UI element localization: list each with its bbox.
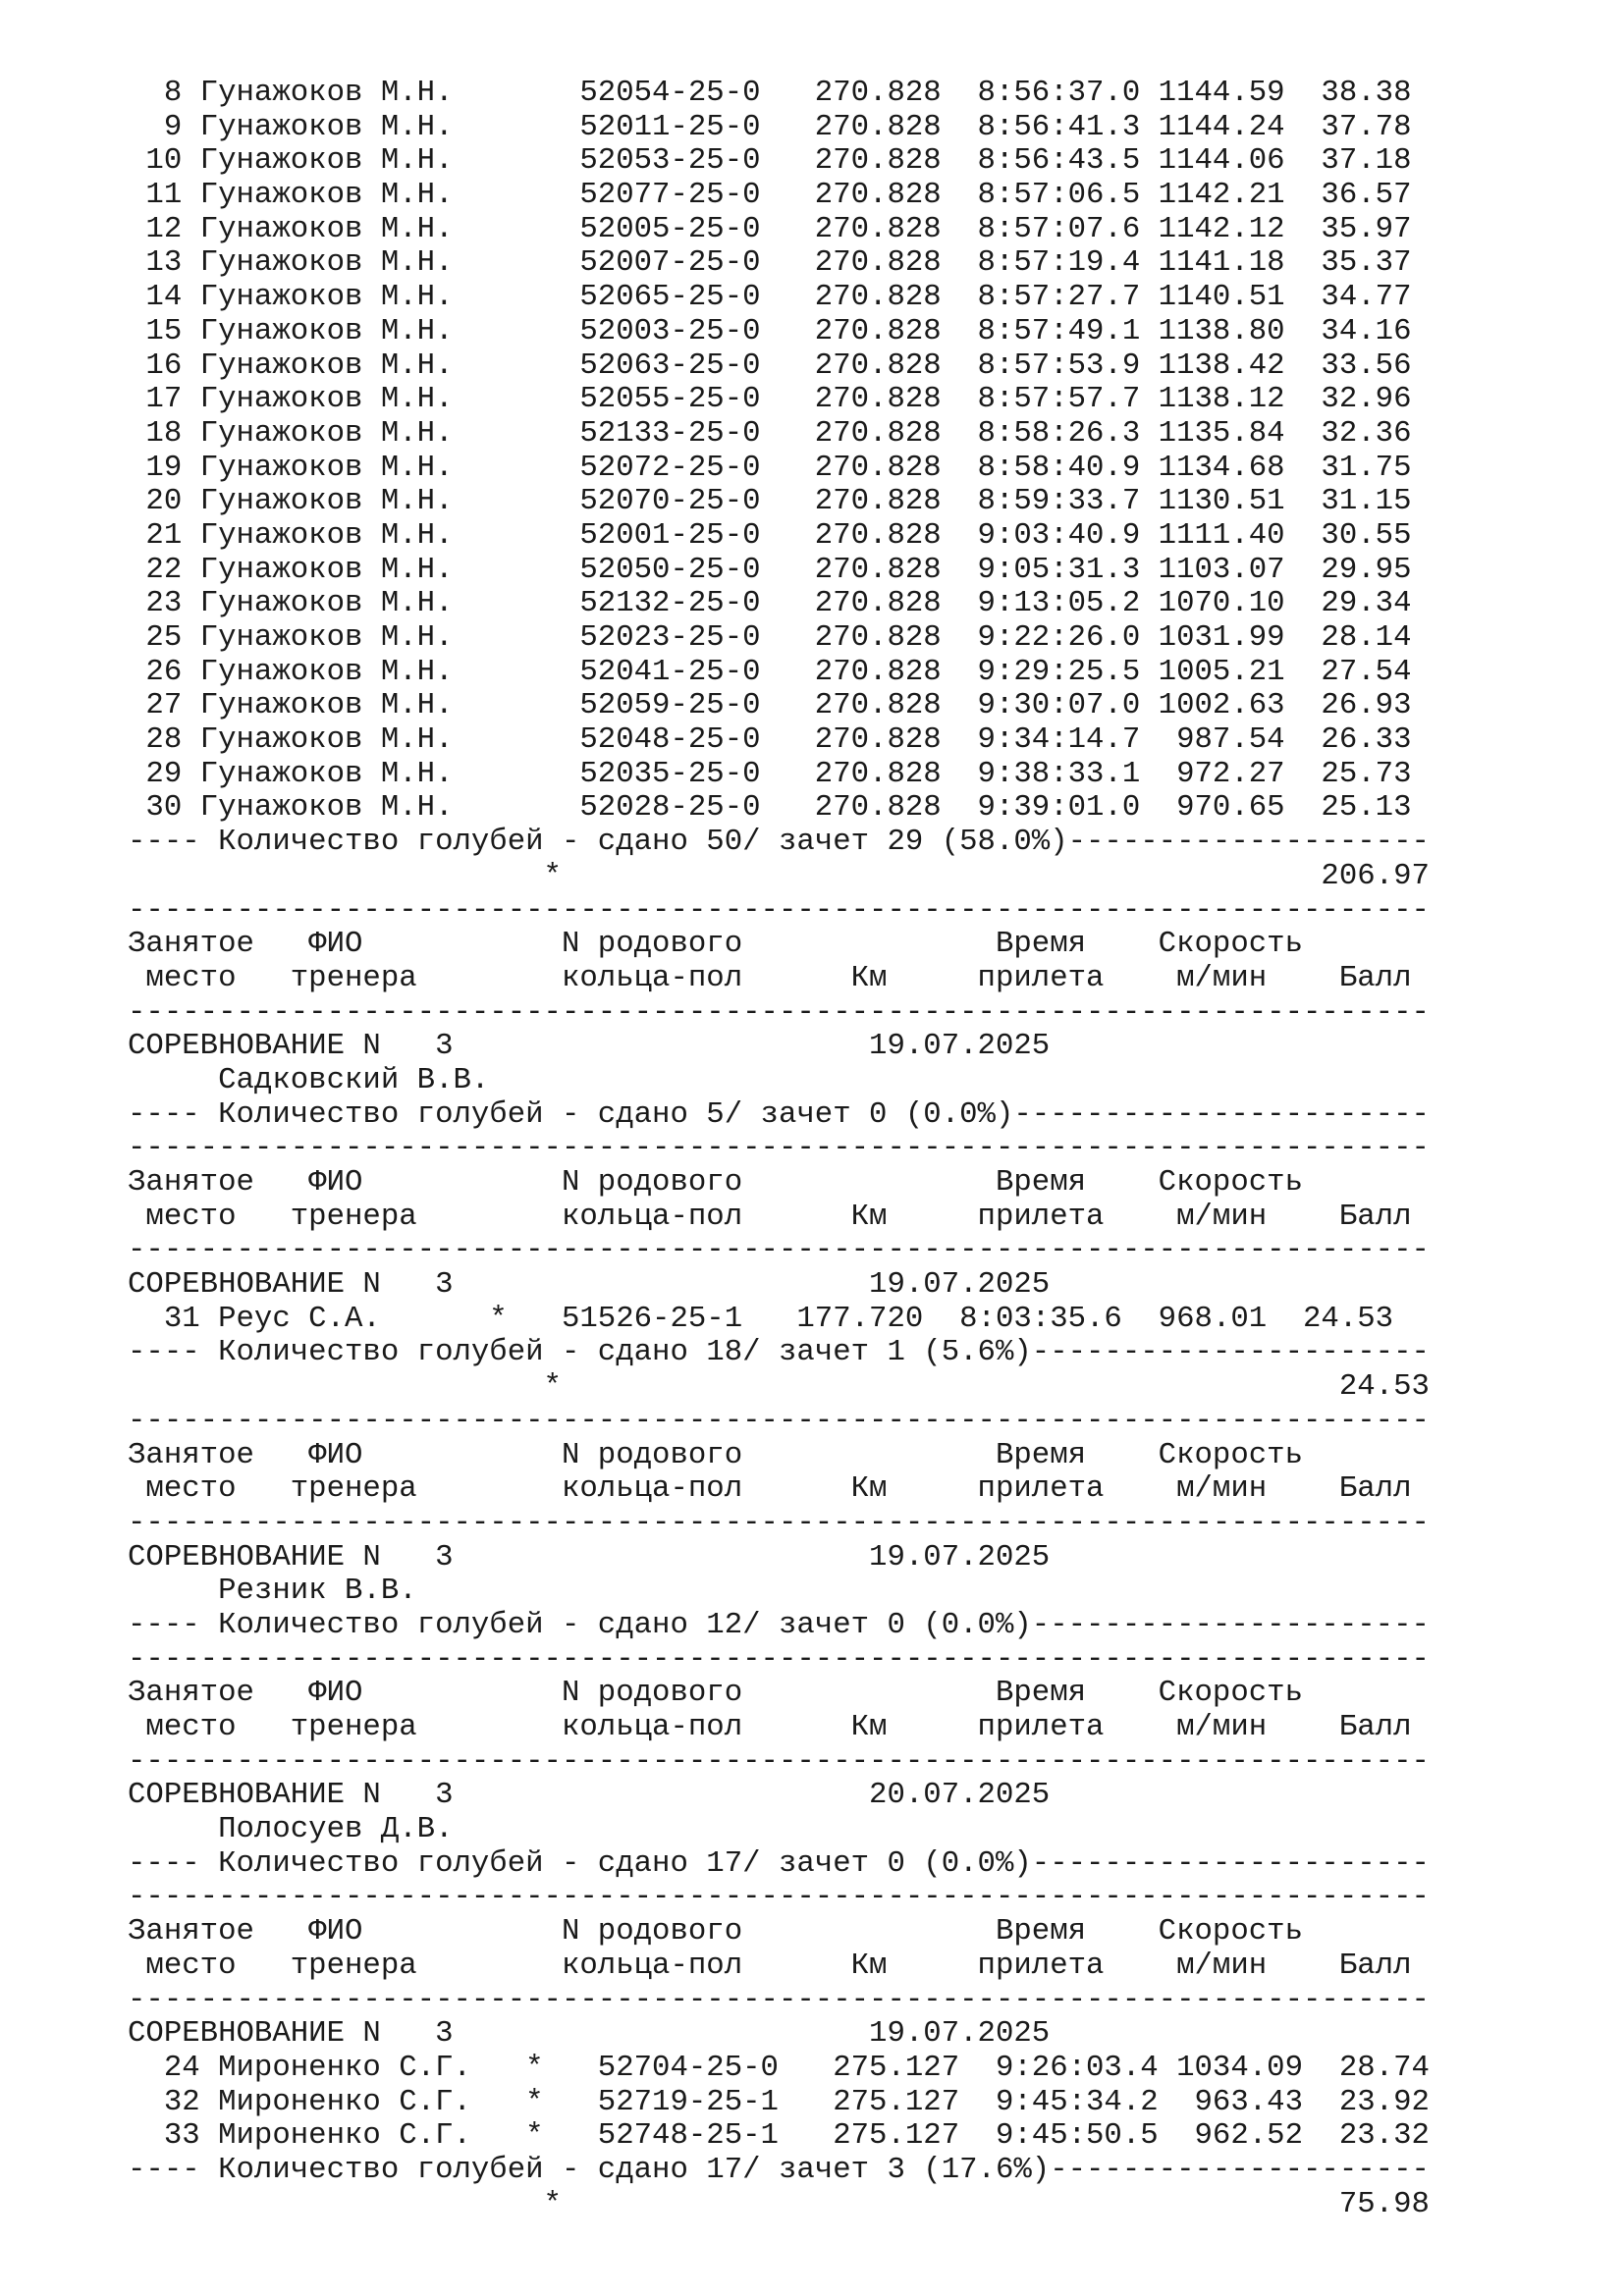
- result-row: 9 Гунажоков М.Н. 52011-25-0 270.828 8:56:41.3 1144.24 37.78: [128, 109, 1412, 144]
- competition-header: СОРЕВНОВАНИЕ N 3 19.07.2025: [128, 1029, 1051, 1064]
- summary-line: ---- Количество голубей - сдано 5/ зачет 0 (0.0%)-----------------------: [128, 1096, 1430, 1132]
- column-header: Занятое ФИО N родового Время Скорость: [128, 1165, 1304, 1200]
- result-row: 17 Гунажоков М.Н. 52055-25-0 270.828 8:57:57.7 1138.12 32.96: [128, 382, 1412, 417]
- result-row: 32 Мироненко С.Г. * 52719-25-1 275.127 9:45:34.2 963.43 23.92: [128, 2084, 1430, 2119]
- column-header: Занятое ФИО N родового Время Скорость: [128, 1914, 1304, 1949]
- result-row: 27 Гунажоков М.Н. 52059-25-0 270.828 9:30:07.0 1002.63 26.93: [128, 688, 1412, 723]
- separator-line: ------------------------------------------------------------------------: [128, 892, 1430, 928]
- summary-line: ---- Количество голубей - сдано 18/ зачет 1 (5.6%)----------------------: [128, 1335, 1430, 1370]
- result-row: 21 Гунажоков М.Н. 52001-25-0 270.828 9:03:40.9 1111.40 30.55: [128, 517, 1412, 553]
- competition-header: СОРЕВНОВАНИЕ N 3 19.07.2025: [128, 2016, 1051, 2052]
- trainer-name: Полосуев Д.В.: [128, 1812, 454, 1847]
- result-row: 23 Гунажоков М.Н. 52132-25-0 270.828 9:13:05.2 1070.10 29.34: [128, 586, 1412, 621]
- total-score-line: * 75.98: [128, 2186, 1430, 2221]
- result-row: 11 Гунажоков М.Н. 52077-25-0 270.828 8:57:06.5 1142.21 36.57: [128, 178, 1412, 213]
- result-row: 24 Мироненко С.Г. * 52704-25-0 275.127 9:26:03.4 1034.09 28.74: [128, 2050, 1430, 2085]
- result-row: 8 Гунажоков М.Н. 52054-25-0 270.828 8:56:37.0 1144.59 38.38: [128, 76, 1412, 110]
- result-row: 13 Гунажоков М.Н. 52007-25-0 270.828 8:57:19.4 1141.18 35.37: [128, 245, 1412, 281]
- separator-line: ------------------------------------------------------------------------: [128, 1641, 1430, 1677]
- separator-line: ------------------------------------------------------------------------: [128, 994, 1430, 1030]
- race-results-report: [128, 77, 1430, 2221]
- result-row: 12 Гунажоков М.Н. 52005-25-0 270.828 8:57:07.6 1142.12 35.97: [128, 211, 1412, 246]
- result-row: 10 Гунажоков М.Н. 52053-25-0 270.828 8:56:43.5 1144.06 37.18: [128, 143, 1412, 179]
- trainer-name: Садковский В.В.: [128, 1062, 490, 1097]
- separator-line: ------------------------------------------------------------------------: [128, 1233, 1430, 1268]
- result-row: 25 Гунажоков М.Н. 52023-25-0 270.828 9:22:26.0 1031.99 28.14: [128, 620, 1412, 655]
- trainer-name: Резник В.В.: [128, 1574, 417, 1609]
- column-header: Занятое ФИО N родового Время Скорость: [128, 927, 1304, 962]
- result-row: 28 Гунажоков М.Н. 52048-25-0 270.828 9:34:14.7 987.54 26.33: [128, 722, 1412, 758]
- total-score-line: * 206.97: [128, 858, 1430, 893]
- result-row: 31 Реус С.А. * 51526-25-1 177.720 8:03:35.6 968.01 24.53: [128, 1301, 1394, 1336]
- column-header: Занятое ФИО N родового Время Скорость: [128, 1437, 1304, 1472]
- result-row: 18 Гунажоков М.Н. 52133-25-0 270.828 8:58:26.3 1135.84 32.36: [128, 415, 1412, 451]
- result-row: 20 Гунажоков М.Н. 52070-25-0 270.828 8:59:33.7 1130.51 31.15: [128, 484, 1412, 519]
- separator-line: ------------------------------------------------------------------------: [128, 1505, 1430, 1540]
- result-row: 16 Гунажоков М.Н. 52063-25-0 270.828 8:57:53.9 1138.42 33.56: [128, 347, 1412, 383]
- competition-header: СОРЕВНОВАНИЕ N 3 20.07.2025: [128, 1778, 1051, 1813]
- result-row: 19 Гунажоков М.Н. 52072-25-0 270.828 8:58:40.9 1134.68 31.75: [128, 450, 1412, 485]
- column-header: Занятое ФИО N родового Время Скорость: [128, 1676, 1304, 1711]
- column-header: место тренера кольца-пол Км прилета м/мин Балл: [128, 1199, 1412, 1234]
- separator-line: ------------------------------------------------------------------------: [128, 1743, 1430, 1779]
- summary-line: ---- Количество голубей - сдано 50/ зачет 29 (58.0%)--------------------: [128, 825, 1430, 860]
- result-row: 22 Гунажоков М.Н. 52050-25-0 270.828 9:05:31.3 1103.07 29.95: [128, 552, 1412, 587]
- column-header: место тренера кольца-пол Км прилета м/мин Балл: [128, 960, 1412, 995]
- column-header: место тренера кольца-пол Км прилета м/мин Балл: [128, 1471, 1412, 1507]
- result-row: 29 Гунажоков М.Н. 52035-25-0 270.828 9:38:33.1 972.27 25.73: [128, 756, 1412, 791]
- column-header: место тренера кольца-пол Км прилета м/мин Балл: [128, 1710, 1412, 1744]
- result-row: 30 Гунажоков М.Н. 52028-25-0 270.828 9:39:01.0 970.65 25.13: [128, 790, 1412, 826]
- result-row: 14 Гунажоков М.Н. 52065-25-0 270.828 8:57:27.7 1140.51 34.77: [128, 280, 1412, 315]
- separator-line: ------------------------------------------------------------------------: [128, 1880, 1430, 1915]
- summary-line: ---- Количество голубей - сдано 17/ зачет 0 (0.0%)----------------------: [128, 1845, 1430, 1881]
- separator-line: ------------------------------------------------------------------------: [128, 1982, 1430, 2017]
- column-header: место тренера кольца-пол Км прилета м/мин Балл: [128, 1948, 1412, 1983]
- separator-line: ------------------------------------------------------------------------: [128, 1403, 1430, 1438]
- total-score-line: * 24.53: [128, 1369, 1430, 1405]
- summary-line: ---- Количество голубей - сдано 12/ зачет 0 (0.0%)----------------------: [128, 1607, 1430, 1642]
- summary-line: ---- Количество голубей - сдано 17/ зачет 3 (17.6%)---------------------: [128, 2152, 1430, 2187]
- separator-line: ------------------------------------------------------------------------: [128, 1131, 1430, 1166]
- competition-header: СОРЕВНОВАНИЕ N 3 19.07.2025: [128, 1539, 1051, 1575]
- competition-header: СОРЕВНОВАНИЕ N 3 19.07.2025: [128, 1267, 1051, 1303]
- result-row: 33 Мироненко С.Г. * 52748-25-1 275.127 9:45:50.5 962.52 23.32: [128, 2118, 1430, 2154]
- result-row: 15 Гунажоков М.Н. 52003-25-0 270.828 8:57:49.1 1138.80 34.16: [128, 313, 1412, 348]
- result-row: 26 Гунажоков М.Н. 52041-25-0 270.828 9:29:25.5 1005.21 27.54: [128, 654, 1412, 689]
